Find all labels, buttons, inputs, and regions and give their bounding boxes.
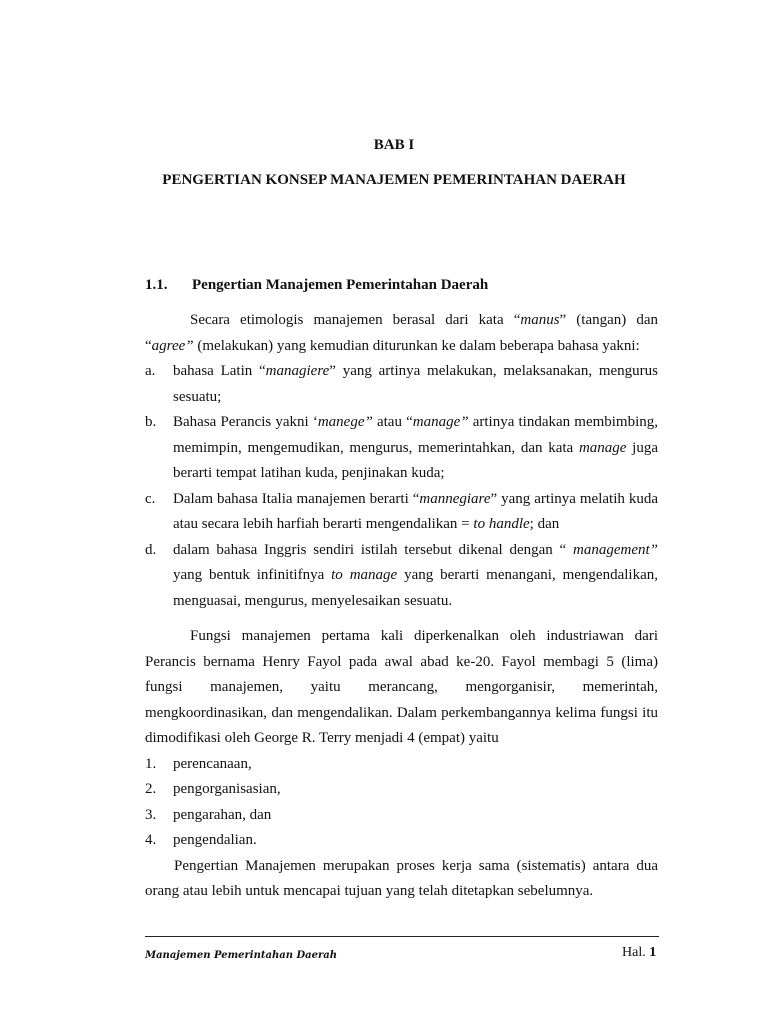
origin-item-english	[145, 538, 658, 615]
origin-term: to handle	[473, 516, 530, 532]
origin-term: manage	[578, 439, 627, 456]
origin-text: ” yang artinya melakukan, melaksanakan, mengurus sesuatu;	[173, 363, 659, 405]
origin-item-italian	[145, 487, 658, 538]
footer-divider	[145, 936, 659, 937]
function-text: pengorganisasian,	[173, 781, 281, 797]
list-marker: 1.	[145, 755, 157, 772]
footer-running-title: Manajemen Pemerintahan Daerah	[145, 950, 338, 961]
chapter-label: BAB I	[373, 137, 415, 153]
page-label: Hal.	[622, 945, 646, 960]
list-marker: d.	[145, 541, 157, 558]
chapter-title: PENGERTIAN KONSEP MANAJEMEN PEMERINTAHAN DAERAH	[162, 172, 626, 188]
function-text: pengarahan, dan	[173, 806, 272, 823]
origin-list	[145, 359, 658, 614]
body-text	[145, 308, 658, 905]
list-marker: c.	[145, 490, 156, 507]
section-number: 1.1.	[145, 277, 168, 293]
function-item	[145, 803, 658, 829]
function-item	[145, 828, 658, 854]
intro-text-3: (melakukan) yang kemudian diturunkan ke dalam beberapa bahasa yakni:	[193, 337, 640, 354]
origin-text: ” yang artinya melatih kuda atau secara lebih harfiah berarti mengendalikan =	[173, 490, 658, 532]
origin-text: Dalam bahasa Italia manajemen berarti “	[173, 490, 420, 507]
page-number-value: 1	[649, 945, 657, 960]
origin-text: yang berarti menangani, mengendalikan, menguasai, mengurus, menyelesaikan sesuatu.	[173, 567, 658, 609]
function-item	[145, 752, 658, 778]
intro-text-1: Secara etimologis manajemen berasal dari kata “	[190, 312, 521, 328]
origin-term: manege”	[317, 414, 373, 430]
management-functions-list	[145, 752, 658, 854]
list-marker: 4.	[145, 832, 157, 848]
origin-text: Bahasa Perancis yakni ‘	[173, 414, 318, 430]
intro-text-2: ” (tangan) dan “	[145, 312, 658, 354]
origin-term: management”	[573, 541, 658, 558]
origin-text: dalam bahasa Inggris sendiri istilah tersebut dikenal dengan “	[173, 541, 573, 558]
section-heading	[145, 277, 488, 294]
function-text: pengendalian.	[173, 832, 257, 848]
origin-item-french	[145, 410, 658, 487]
list-marker: a.	[145, 363, 156, 379]
function-item	[145, 777, 658, 803]
origin-term: managiere	[265, 363, 330, 379]
list-marker: 2.	[145, 781, 157, 797]
intro-paragraph	[145, 308, 658, 359]
origin-text: ; dan	[529, 516, 560, 532]
origin-text: bahasa Latin “	[173, 363, 266, 379]
origin-text: artinya tindakan membimbing, memimpin, mengemudikan, mengurus, memerintahkan, dan kata	[173, 414, 659, 456]
intro-term-agree: agree”	[151, 337, 194, 354]
definition-paragraph: Pengertian Manajemen merupakan proses kerja sama (sistematis) antara dua orang atau lebih untuk mencapai tujuan yang telah ditetapkan sebelumnya.	[145, 857, 658, 899]
fayol-paragraph: Fungsi manajemen pertama kali diperkenalkan oleh industriawan dari Perancis bernama Henry Fayol pada awal abad ke-20. Fayol membagi 5 (lima) fungsi manajemen, yaitu merancang, mengorganisir, memerintah, mengkoordinasikan, dan mengendalikan. Dalam perkembangannya kelima fungsi itu dimodifikasi oleh George R. Terry menjadi 4 (empat) yaitu	[145, 628, 658, 746]
origin-text: juga berarti tempat latihan kuda, penjinakan kuda;	[173, 439, 658, 481]
origin-term: to manage	[331, 567, 398, 583]
origin-term: mannegiare	[419, 490, 491, 507]
origin-term: manage”	[412, 414, 469, 430]
list-marker: b.	[145, 414, 157, 430]
origin-text: atau “	[372, 414, 413, 430]
section-title: Pengertian Manajemen Pemerintahan Daerah	[192, 277, 489, 293]
list-marker: 3.	[145, 806, 157, 823]
page-number	[622, 945, 656, 961]
origin-item-latin	[145, 359, 658, 410]
intro-term-manus: manus	[520, 312, 560, 328]
function-text: perencanaan,	[173, 755, 252, 772]
origin-text: yang bentuk infinitifnya	[173, 567, 332, 583]
